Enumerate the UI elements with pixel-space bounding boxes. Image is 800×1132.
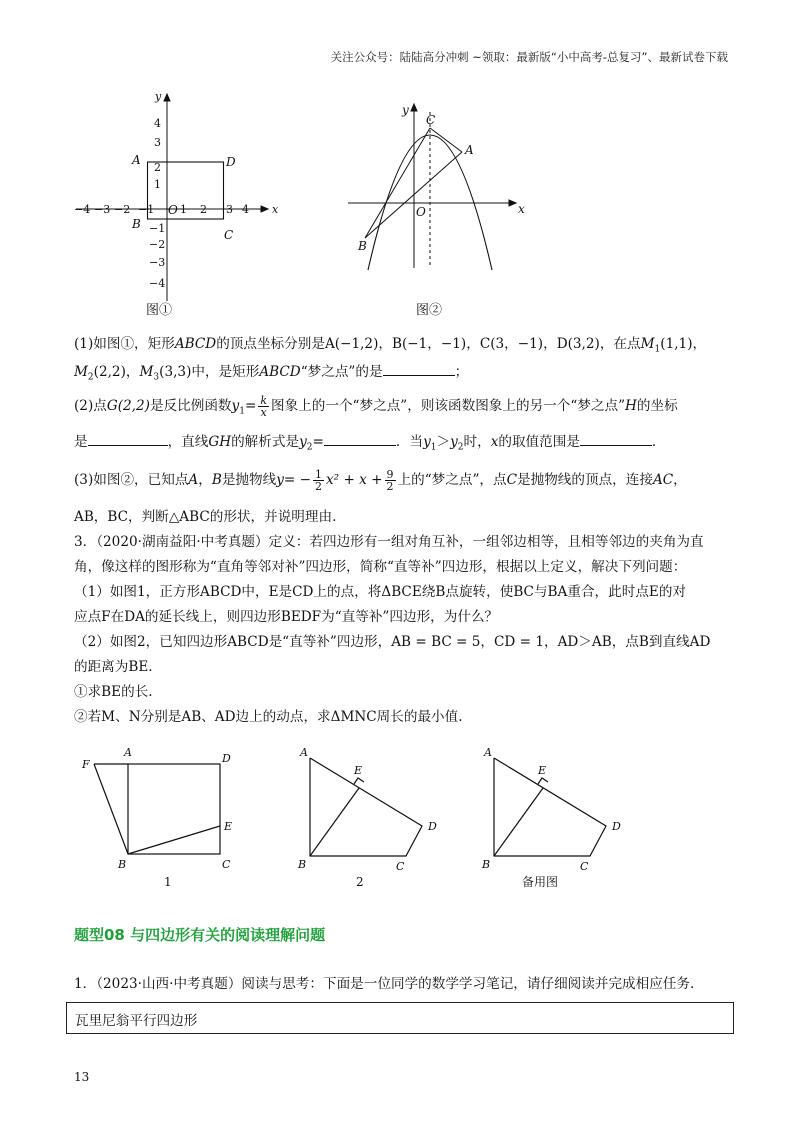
fig2-point-b: B (358, 239, 367, 253)
q3f1-label-b: B (118, 858, 127, 871)
fig1-ytick: −1 (149, 222, 166, 235)
q2-part3-line1: (3)如图②，已知点A，B是抛物线y= − $\frac{1}{2}$ x² + x + $\frac{9}{2}$ 上的“梦之点”，点C是抛物线的顶点，连接AC， (74, 468, 687, 493)
q3-figure-1-square (76, 744, 246, 892)
fraction-one-half: $\frac{1}{2}$ (315, 468, 323, 493)
q3-line3: （1）如图1，正方形ABCD中，E是CD上的点，将ΔBCE绕B点旋转，使BC与BA重合，此时点E的对 (74, 584, 687, 600)
fig1-ytick: 1 (154, 178, 161, 191)
q1-2023-text: 1．（2023·山西·中考真题）阅读与思考：下面是一位同学的数学学习笔记，请仔细阅读并完成相应任务. (74, 976, 695, 992)
q3-line2: 角，像这样的图形称为“直角等邻对补”四边形，简称“直等补”四边形，根据以上定义，解决下列问题： (74, 559, 687, 575)
fig1-xtick: −2 (114, 203, 131, 216)
fig1-y-axis-label: y (155, 90, 162, 103)
q3-figure-2-quadrilateral (292, 744, 452, 892)
answer-blank[interactable] (580, 431, 652, 446)
fig1-xtick: −4 (74, 203, 91, 216)
page-number: 13 (74, 1070, 90, 1084)
fig1-ytick: −2 (149, 238, 166, 251)
q3f3-label-b: B (482, 858, 491, 871)
q2-part1-line2: $M_2(2,2)$，$M_3(3,3)$中，是矩形ABCD“梦之点”的是 ； (74, 358, 734, 392)
q3f3-label-e: E (538, 764, 547, 777)
fig1-ytick: −3 (149, 256, 166, 269)
q3f3-label-a: A (484, 746, 492, 759)
fig1-x-axis-label: x (272, 203, 279, 216)
fig1-xtick: 3 (226, 203, 233, 216)
q3f2-label-a: A (300, 746, 308, 759)
q3f1-label-c: C (222, 858, 231, 871)
fig2-origin: O (416, 205, 426, 219)
q3f3-label-c: C (580, 860, 589, 873)
fig1-point-c: C (224, 228, 234, 242)
q2-part3-line2: AB，BC，判断△ABC的形状，并说明理由. (74, 509, 337, 525)
fig2-y-axis-label: y (402, 103, 409, 117)
q3-line4: 应点F在DA的延长线上，则四边形BEDF为“直等补”四边形，为什么？ (74, 609, 499, 625)
fig1-origin: O (168, 203, 178, 217)
fig2-point-a: A (465, 143, 474, 157)
q3f1-caption: 1 (164, 875, 172, 889)
answer-blank[interactable] (324, 431, 396, 446)
note-box-title: 瓦里尼翁平行四边形 (75, 1013, 198, 1029)
answer-blank[interactable] (88, 431, 168, 446)
figure-1-coordinate-rectangle (72, 88, 282, 320)
fig1-point-d: D (226, 155, 236, 169)
q3f1-label-d: D (222, 752, 231, 765)
fig1-point-b: B (132, 217, 141, 231)
fig1-xtick: −3 (94, 203, 111, 216)
q2-part1-line1: (1)如图①，矩形ABCD的顶点坐标分别是A(−1,2)，B(−1，−1)，C(3，−1)，D(3,2)，在点$M_1(1,1)$， (74, 336, 707, 355)
q3f1-label-a: A (124, 746, 132, 759)
figure-2-parabola-triangle (344, 100, 524, 320)
fig1-xtick: 4 (242, 203, 249, 216)
q3f3-label-d: D (612, 820, 621, 833)
fig1-ytick: 4 (154, 117, 161, 130)
q2-part2-line1: (2)点G(2,2)是反比例函数$y_1=$ $\frac{k}{x}$ 图象上的一个“梦之点”，则该函数图象上的另一个“梦之点”H的坐标 (74, 394, 678, 419)
page-header: 关注公众号：陆陆高分冲刺 ~领取：最新版“小中高考-总复习”、最新试卷下载 (330, 50, 728, 64)
q3f2-label-b: B (298, 858, 307, 871)
q3-line7: ①求BE的长. (74, 684, 153, 700)
q3f2-label-d: D (428, 820, 437, 833)
answer-blank[interactable] (383, 361, 455, 376)
fig1-ytick: 2 (154, 161, 161, 174)
q3-figure-3-backup (476, 744, 636, 892)
q3-line6: 的距离为BE. (74, 659, 153, 675)
q3-line5: （2）如图2，已知四边形ABCD是“直等补”四边形，AB = BC = 5，CD = 1，AD＞AB，点B到直线AD (74, 634, 711, 650)
q3f2-label-c: C (396, 860, 405, 873)
fig1-ytick: 3 (154, 136, 161, 149)
fig1-xtick: 1 (180, 203, 187, 216)
fig1-caption: 图① (146, 303, 173, 318)
q3f1-label-f: F (82, 758, 90, 771)
q3f2-label-e: E (354, 764, 363, 777)
fig2-x-axis-label: x (518, 202, 525, 216)
fig1-xtick: 2 (200, 203, 207, 216)
fig2-point-c: C (426, 113, 436, 127)
section-heading: 题型08 与四边形有关的阅读理解问题 (74, 926, 326, 944)
fig1-point-a: A (132, 153, 141, 167)
fraction-k-over-x: $\frac{k}{x}$ (260, 394, 267, 419)
q3f1-label-e: E (224, 820, 233, 833)
q2-part2-line2: 是 ，直线GH的解析式是$y_2=$ ．当$y_1>y_2$时，x的取值范围是 ． (74, 428, 734, 462)
fraction-nine-halves: $\frac{9}{2}$ (386, 468, 394, 493)
q3f3-caption: 备用图 (522, 875, 559, 889)
note-box (66, 1002, 734, 1034)
fig1-xtick: −1 (138, 203, 155, 216)
fig1-ytick: −4 (149, 277, 166, 290)
q3-line8: ②若M、N分别是AB、AD边上的动点，求ΔMNC周长的最小值. (74, 709, 463, 725)
q3f2-caption: 2 (356, 875, 364, 889)
fig2-caption: 图② (416, 303, 443, 318)
q3-line1: 3．（2020·湖南益阳·中考真题）定义：若四边形有一组对角互补，一组邻边相等，且相等邻边的夹角为直 (74, 534, 704, 550)
